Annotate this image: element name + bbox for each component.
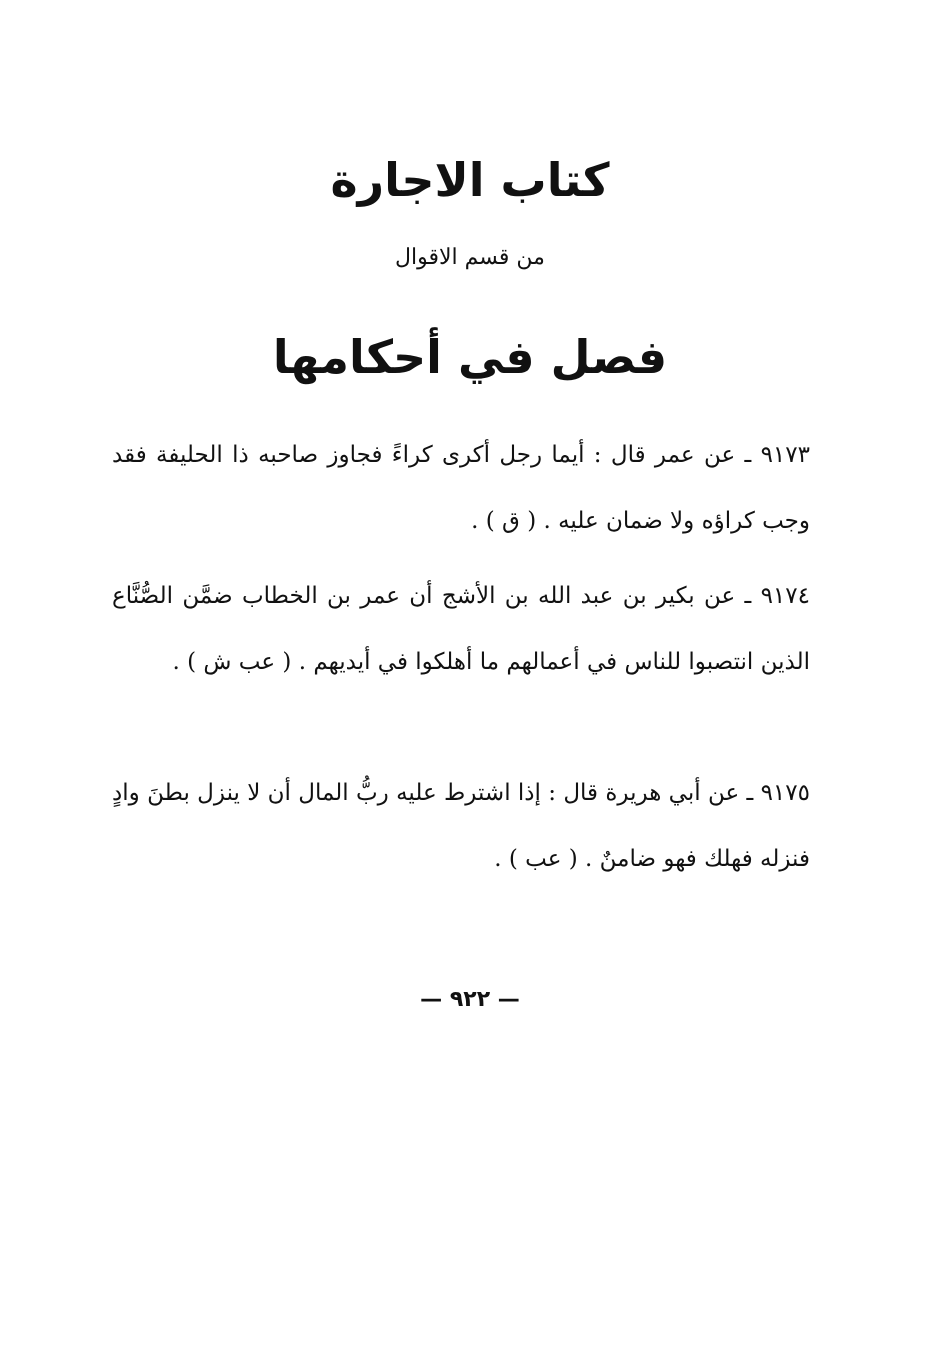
book-title: كتاب الاجارة — [330, 153, 610, 207]
hadith-separator: ـ — [739, 780, 754, 806]
chapter-title: فصل في أحكامها — [272, 330, 668, 384]
page-number: — ٩٢٢ — — [420, 987, 520, 1012]
hadith-text: عن أبي هريرة قال : إذا اشترط عليه ربُّ المال أن لا ينزل بطنَ وادٍ فنزله فهلك فهو ضامنٌ . ( عب ) . — [112, 780, 810, 872]
hadith-text: عن بكير بن عبد الله بن الأشج أن عمر بن الخطاب ضمَّن الصُّنَّاع الذين انتصبوا للناس في أعمالهم ما أهلكوا في أيديهم . ( عب ش ) . — [112, 583, 810, 675]
hadith-number: ٩١٧٤ — [760, 583, 810, 609]
hadith-separator: ـ — [735, 442, 752, 468]
hadith-entry — [112, 760, 810, 892]
hadith-number: ٩١٧٣ — [760, 442, 810, 468]
hadith-entry — [112, 563, 810, 695]
hadith-number: ٩١٧٥ — [760, 780, 810, 806]
hadith-separator: ـ — [735, 583, 752, 609]
hadith-entry — [112, 422, 810, 554]
hadith-text: عن عمر قال : أيما رجل أكرى كراءً فجاوز صاحبه ذا الحليفة فقد وجب كراؤه ولا ضمان عليه . ( ق ) . — [112, 442, 810, 534]
section-subtitle: من قسم الاقوال — [395, 245, 545, 270]
